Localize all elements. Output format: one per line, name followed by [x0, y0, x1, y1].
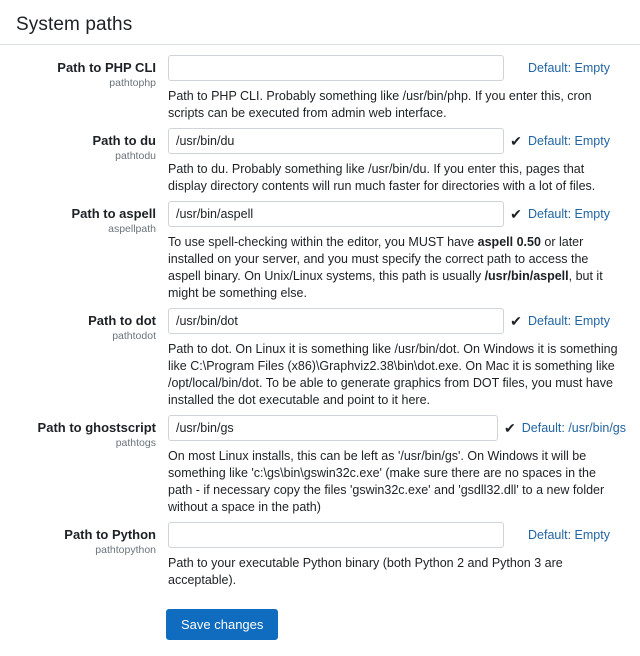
setting-label: Path to aspell — [71, 206, 156, 221]
setting-key: pathtogs — [115, 437, 156, 449]
setting-label: Path to dot — [88, 313, 156, 328]
setting-field-row — [168, 55, 626, 81]
setting-label: Path to du — [92, 133, 156, 148]
input-pathtodu[interactable] — [168, 128, 504, 154]
default-value-label: Default: Empty — [528, 207, 610, 221]
setting-key: pathtophp — [109, 77, 156, 89]
default-value-label: Default: Empty — [528, 61, 610, 75]
setting-row — [14, 415, 626, 516]
setting-field-row — [168, 522, 626, 548]
setting-field-row — [168, 415, 626, 441]
setting-key: pathtodu — [115, 150, 156, 162]
setting-description: To use spell-checking within the editor, you MUST have aspell 0.50 or later installed on your server, and you must specify the correct path to access the aspell binary. On Unix/Linux systems, this path is usually /usr/bin/aspell, but it might be something else. — [168, 235, 603, 300]
save-changes-button[interactable]: Save changes — [166, 609, 278, 640]
setting-field-row — [168, 308, 626, 334]
setting-label-col — [14, 415, 168, 450]
check-icon: ✔ — [504, 420, 516, 436]
setting-field-row — [168, 128, 626, 154]
page-title: System paths — [16, 14, 133, 35]
save-button-row — [0, 605, 640, 656]
input-pathtogs[interactable] — [168, 415, 498, 441]
check-icon: ✔ — [510, 313, 522, 329]
setting-row — [14, 201, 626, 302]
setting-description: Path to dot. On Linux it is something like /usr/bin/dot. On Windows it is something like C:\Program Files (x86)\Graphviz2.38\bin\dot.exe. On Mac it is something like /opt/local/bin/dot. To be able to generate graphics from DOT files, you must have installed the dot executable and point to it here. — [168, 342, 618, 407]
setting-label: Path to ghostscript — [37, 420, 156, 435]
setting-row — [14, 128, 626, 195]
setting-description: On most Linux installs, this can be left as '/usr/bin/gs'. On Windows it will be something like 'c:\gs\bin\gswin32c.exe' (make sure there are no spaces in the path - if necessary copy the files 'gswin32c.exe' and 'gsdll32.dll' to a new folder without a space in the path) — [168, 449, 605, 514]
default-value-label: Default: Empty — [528, 134, 610, 148]
input-pathtodot[interactable] — [168, 308, 504, 334]
setting-field-col — [168, 55, 626, 122]
setting-field-col — [168, 201, 626, 302]
setting-label: Path to PHP CLI — [57, 60, 156, 75]
setting-key: pathtopython — [95, 544, 156, 556]
setting-label: Path to Python — [64, 527, 156, 542]
setting-row — [14, 55, 626, 122]
check-icon: ✔ — [510, 206, 522, 222]
setting-description: Path to your executable Python binary (both Python 2 and Python 3 are acceptable). — [168, 556, 563, 587]
settings-form — [0, 55, 640, 605]
setting-field-col — [168, 522, 626, 589]
check-icon: ✔ — [510, 133, 522, 149]
setting-label-col — [14, 522, 168, 557]
setting-key: pathtodot — [112, 330, 156, 342]
setting-label-col — [14, 308, 168, 343]
input-pathtopython[interactable] — [168, 522, 504, 548]
setting-description: Path to PHP CLI. Probably something like /usr/bin/php. If you enter this, cron scripts can be executed from admin web interface. — [168, 89, 592, 120]
setting-label-col — [14, 55, 168, 90]
setting-field-row — [168, 201, 626, 227]
title-divider — [0, 44, 640, 45]
setting-field-col — [168, 128, 626, 195]
default-value-label: Default: Empty — [528, 314, 610, 328]
input-aspellpath[interactable] — [168, 201, 504, 227]
setting-field-col — [168, 415, 626, 516]
setting-field-col — [168, 308, 626, 409]
setting-row — [14, 308, 626, 409]
setting-row — [14, 522, 626, 589]
setting-label-col — [14, 128, 168, 163]
setting-key: aspellpath — [108, 223, 156, 235]
input-pathtophp[interactable] — [168, 55, 504, 81]
default-value-label: Default: /usr/bin/gs — [521, 421, 626, 435]
setting-description: Path to du. Probably something like /usr/bin/du. If you enter this, pages that display directory contents will run much faster for directories with a lot of files. — [168, 162, 596, 193]
setting-label-col — [14, 201, 168, 236]
default-value-label: Default: Empty — [528, 528, 610, 542]
